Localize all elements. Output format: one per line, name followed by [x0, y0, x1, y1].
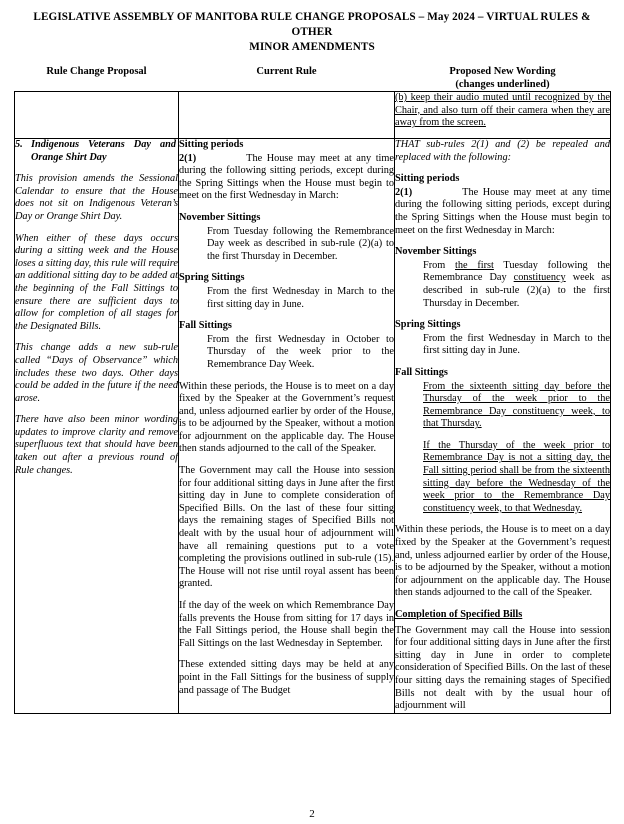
current-para-2: The Government may call the House into session for four additional sitting days in June after the first sitting day in June to complete consideration of Specified Bills. On the last of these four sitting days the remaining stages of Specified Bills not dealt with by the usual hour of adjournment will have all remaining questions put to a vote completing the provisions outlined in sub-rule (15). The House will not rise until royal assent has been granted.: [179, 465, 394, 590]
row5-title-text: Indigenous Veterans Day and Orange Shirt Day: [31, 139, 176, 163]
proposed-para-after: Within these periods, the House is to meet on a day fixed by the Speaker at the Government’s request and, unless adjourned earlier by order of the House, is to be adjourned by the Speaker, without a motion for adjournment on the applicable day. The House then stands adjourned to the call of the Speaker.: [395, 524, 610, 599]
row5-proposed-cell: [395, 139, 611, 714]
carryover-proposal-cell: [15, 92, 179, 139]
row5-number: 5.: [15, 139, 23, 150]
proposed-november-heading: November Sittings: [395, 246, 477, 258]
current-rule-text: The House may meet at any time during the following sitting periods, except during the Spring Sittings when the House must begin to meet on the first Wednesday in March:: [179, 152, 394, 202]
proposed-november-underline-2: constituency: [513, 272, 566, 284]
current-para-4: [179, 659, 394, 697]
current-rule-2-1: [179, 153, 394, 203]
proposed-rule-text: The House may meet at any time during the following sitting periods, except during the Spring Sittings when the House must begin to meet on the first Wednesday in March:: [395, 186, 610, 236]
page-title: [20, 10, 604, 55]
page-title-line1: LEGISLATIVE ASSEMBLY OF MANITOBA RULE CHANGE PROPOSALS – May 2024 – VIRTUAL RULES & OTHER: [33, 11, 591, 38]
proposed-november-mid: Tuesday following the Remembrance Day: [423, 259, 610, 284]
proposed-fall-text-2: If the Thursday of the week prior to Remembrance Day is not a sitting day, the Fall sitting period shall be from the sixteenth sitting day before the Wednesday of the week prior to the Remembrance Day constituency week, to that Wednesday.: [423, 439, 610, 514]
row5-current-cell: [179, 139, 395, 714]
column-header-proposed: [395, 65, 611, 92]
row5-proposal-para-2: When either of these days occurs during a sitting week and the House loses a sitting day, this rule will require an additional sitting day to be added at the beginning of the Fall Sittings to ensure there are sufficient days to allow for completion of all stages for the Designated Bills.: [15, 232, 178, 332]
proposed-november-underline-1: the first: [455, 259, 494, 271]
column-header-current: Current Rule: [256, 66, 317, 77]
page-number: 2: [309, 808, 315, 820]
proposed-fall-heading: Fall Sittings: [395, 366, 448, 378]
table-row: [15, 139, 611, 714]
proposed-rule-2-1: [395, 187, 610, 237]
row5-proposal-para-4: There have also been minor wording updates to improve clarity and remove superfluous text that should have been taken out after a previous round of Rule changes.: [15, 414, 178, 476]
row5-proposal-cell: [15, 139, 179, 714]
proposed-lead-in: THAT sub-rules 2(1) and (2) be repealed and replaced with the following:: [395, 139, 610, 163]
proposed-spring-text: From the first Wednesday in March to the first sitting day in June.: [423, 332, 610, 357]
current-fall-heading: Fall Sittings: [179, 320, 232, 332]
column-header-proposed-line1: Proposed New Wording: [449, 66, 556, 77]
carryover-current-cell: [179, 92, 395, 139]
column-header-proposed-line2: (changes underlined): [455, 79, 550, 90]
proposed-sitting-periods-heading: Sitting periods: [395, 173, 460, 185]
current-fall-text: From the first Wednesday in October to Thursday of the week prior to the Remembrance Day Week.: [207, 333, 394, 370]
current-para-4-text: These extended sitting days may be held at any point in the Fall Sittings for the business of supply and passage of The Budget: [179, 659, 394, 696]
proposals-table: [14, 65, 611, 714]
proposed-completion-heading: Completion of Specified Bills: [395, 609, 523, 620]
current-sitting-periods-heading: Sitting periods: [179, 139, 244, 150]
current-november-text: From Tuesday following the Remembrance Day week as described in sub-rule (2)(a) to the first Thursday in December.: [207, 225, 394, 262]
column-header-proposal: Rule Change Proposal: [46, 66, 147, 77]
current-para-1: Within these periods, the House is to meet on a day fixed by the Speaker at the Government’s request and, unless adjourned earlier by order of the House, is to be adjourned by the Speaker, without a motion for adjournment on the applicable day. The House then stands adjourned to the call of the Speaker.: [179, 380, 394, 455]
carryover-proposed-cell: [395, 92, 611, 139]
proposed-completion-text: The Government may call the House into session for four additional sitting days in June after the first sitting day in June in order to complete consideration of Specified Bills. On the last of these four sitting days the remaining stages of Specified Bills not dealt with by the usual hour of adjournment will: [395, 624, 610, 712]
proposed-november-text: [423, 260, 610, 310]
table-header-row: [15, 65, 611, 92]
proposed-rule-number: 2(1): [395, 186, 413, 198]
row5-proposal-title: [15, 139, 178, 164]
row5-proposal-para-3: This change adds a new sub-rule called “Days of Observance” which includes these two days. Other days could be added in the future if the need arose.: [15, 342, 178, 404]
table-row: [15, 92, 611, 139]
current-spring-heading: Spring Sittings: [179, 272, 245, 284]
current-spring-text: From the first Wednesday in March to the first sitting day in June.: [207, 285, 394, 310]
page-title-line2: MINOR AMENDMENTS: [249, 41, 375, 53]
proposed-fall-text-1: From the sixteenth sitting day before the Thursday of the week prior to the Remembrance Day constituency week, to that Thursday.: [423, 380, 610, 430]
row5-proposal-para-1: This provision amends the Sessional Calendar to ensure that the House does not sit on Indigenous Veteran’s Day or Orange Shirt Day.: [15, 173, 178, 222]
current-rule-number: 2(1): [179, 152, 197, 164]
carryover-proposed-text: (b) keep their audio muted until recognized by the Chair, and also turn off their camera when they are away from the screen.: [395, 92, 610, 129]
proposed-november-pre: From: [423, 259, 456, 271]
proposed-spring-heading: Spring Sittings: [395, 319, 461, 331]
current-november-heading: November Sittings: [179, 211, 261, 223]
current-para-3: If the day of the week on which Remembrance Day falls prevents the House from sitting for 17 days in the Fall Sittings period, the House shall begin the Fall Sittings on the last Wednesday in September.: [179, 600, 394, 649]
proposed-november-post: week as described in sub-rule (2)(a) to the first Thursday in December.: [423, 272, 610, 309]
